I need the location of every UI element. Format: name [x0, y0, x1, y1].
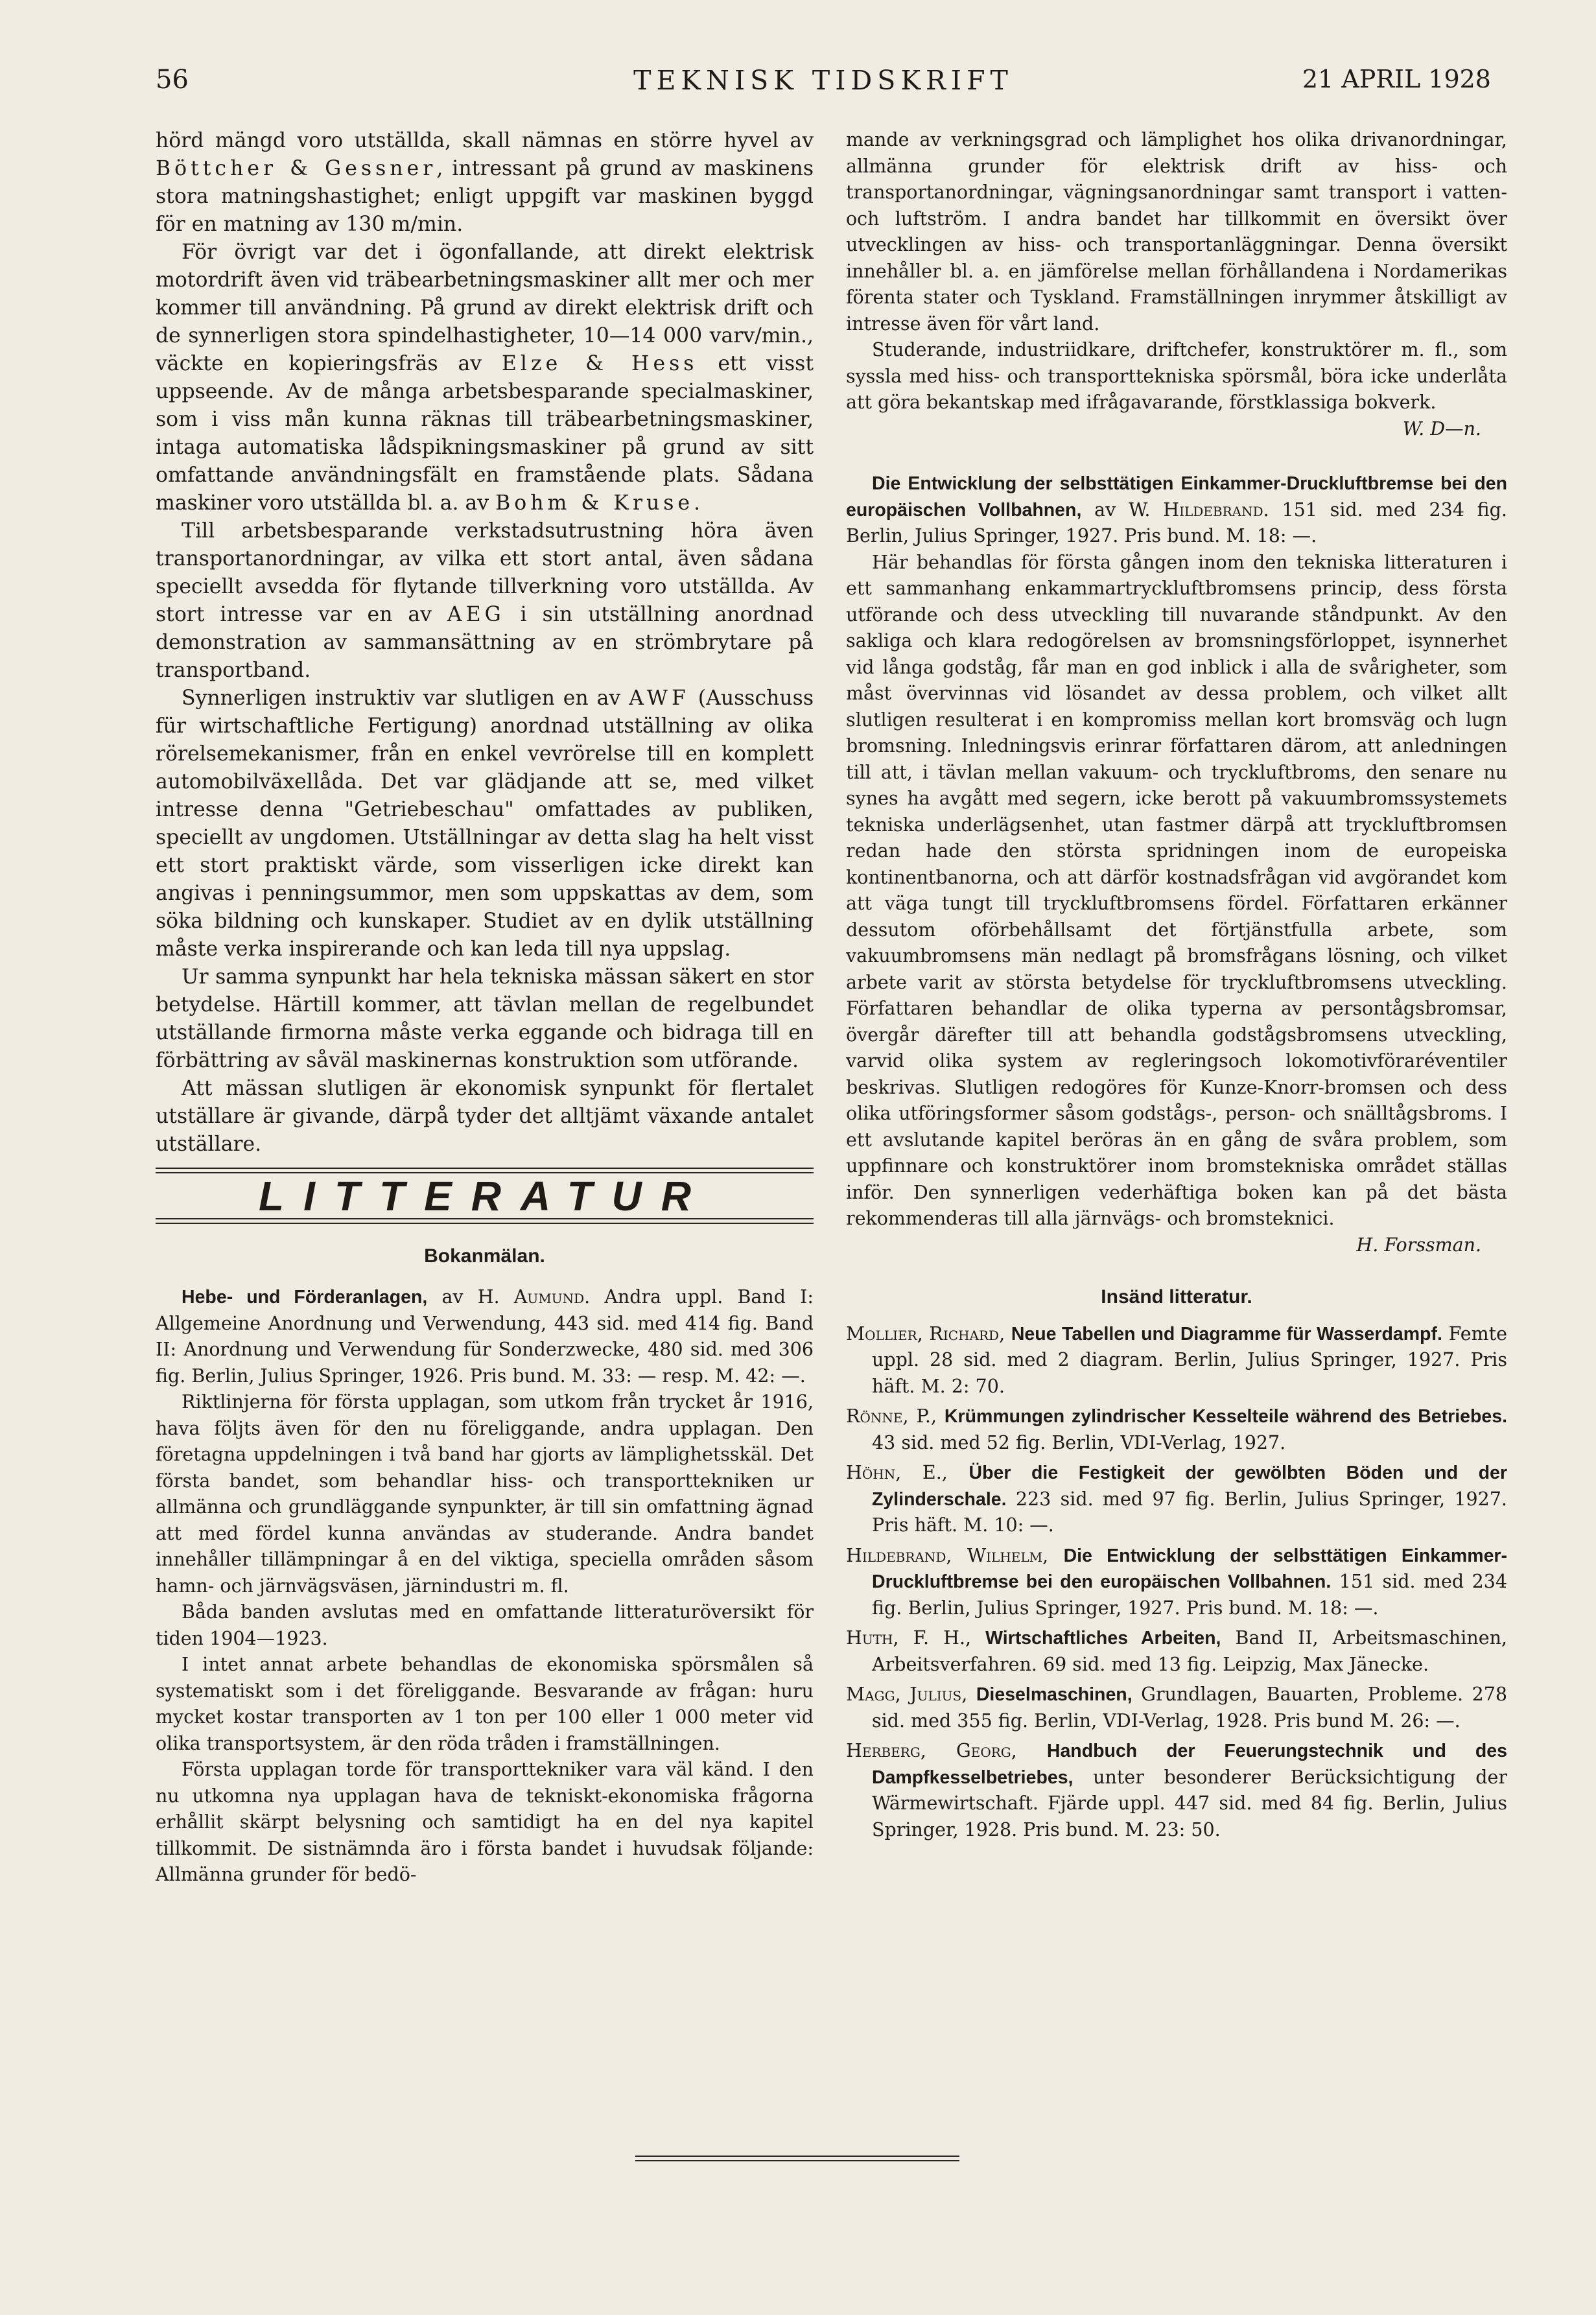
- review-paragraph: Här behandlas för första gången inom den tekniska litteraturen i ett sammanhang enkammartryckluftbromsens princip, dess första utförande och dess utveckling till nuvarande ståndpunkt. Av den sakliga och klara redogörelsen av bromsningsförloppet, isynnerhet vid långa godståg, får man en god inblick i alla de svårigheter, som måst övervinnas vid lösandet av dessa problem, och vilket allt slutligen resulterat i en kompromiss mellan kort bromsväg och lugn bromsning. Inledningsvis erinrar författaren därom, att anledningen till att, i tävlan mellan vakuum- och tryckluftbroms, den senare nu synes ha avgått med segern, icke berott på vakuumbromssystemets tekniska underlägsenhet, utan fastmer därpå att tryckluftbromsen redan hade den största spridningen inom de europeiska kontinentbanorna, och att därför kostnadsfrågan vid avgörandet kom att väga tungt till tryckluftbromsens fördel. Författaren erkänner dessutom oförbehållsamt det förtjänstfulla arbete, som vakuumbromsens män nedlagt på bromsfrågans lösning, och vilket arbete varit av största betydelse för tryckluftbromsens utveckling. Författaren behandlar de olika typerna av persontågsbromsar, övergår därefter till att behandla godstågsbromsens utveckling, varvid olika system av regleringsoch lokomotivföraréventiler beskrivas. Slutligen redogöres för Kunze-Knorr-bromsen och dess olika utföringsformer såsom godstågs-, person- och snälltågsbroms. I ett avslutande kapitel beröras än en gång de svåra problem, som uppfinnare och konstruktörer inom bromstekniska området ställas inför. Den synnerligen vederhäftiga boken kan på det bästa rekommenderas till alla järnvägs- och bromsteknici.: [846, 551, 1507, 1229]
- text-run: .: [694, 491, 701, 515]
- company-name: AWF: [629, 687, 690, 710]
- closing-rule: [635, 2156, 959, 2165]
- date-year: 1928: [1428, 65, 1491, 93]
- entry-title: Die Entwicklung der selbsttätigen Einkammer-Druckluftbremse bei den europäischen Vollbahnen.: [872, 1545, 1508, 1592]
- entry-details: 151 sid. med 234 fig. Berlin, Julius Springer, 1927. Pris bund. M. 18: —.: [872, 1571, 1508, 1619]
- text-run: i sin utställning anordnad demonstration av sammansättning av en strömbrytare på transportband.: [156, 603, 814, 682]
- entry-author: Huth, F. H.,: [846, 1627, 972, 1649]
- literature-entry: [846, 1682, 1507, 1734]
- company-name: Böttcher & Gessner: [156, 157, 437, 180]
- book-title: Hebe- und Förderanlagen,: [182, 1287, 428, 1308]
- review-paragraph: Studerande, industriidkare, driftchefer, konstruktörer m. fl., som syssla med hiss- och transporttekniska spörsmål, böra icke underlåta att göra bekantskap med ifrågavarande, förstklassiga bokverk.: [846, 339, 1507, 413]
- book-review: [156, 1284, 814, 1888]
- section-title: LITTERATUR: [259, 1173, 710, 1219]
- literature-entry: [846, 1460, 1507, 1539]
- article-paragraph: [156, 239, 814, 517]
- review-paragraph: mande av verkningsgrad och lämplighet hos olika drivanordningar, allmänna grunder för elektrisk drift av hiss- och transportanordningar, vägningsanordningar samt transport i vatten- och luftström. I andra bandet har tillkommit en översikt över utvecklingen av hiss- och transportanläggningar. Denna översikt innehåller bl. a. en jämförelse mellan förhållandena i Nordamerikas förenta stater och Tyskland. Framställningen inrymmer åtskilligt av intresse även för vårt land.: [846, 129, 1507, 335]
- date-day: 21: [1302, 65, 1334, 93]
- entry-details: 223 sid. med 97 fig. Berlin, Julius Springer, 1927. Pris häft. M. 10: —.: [872, 1488, 1507, 1536]
- review-citation: [156, 1284, 814, 1389]
- text-run: Till arbetsbesparande verkstadsutrustning höra även transportanordningar, av vilka ett stort antal, även sådana speciellt avsedda för flytande tillverkning voro utställda. Av stort intresse var en av: [156, 519, 814, 626]
- review-paragraph: Båda banden avslutas med en omfattande litteraturöversikt för tiden 1904—1923.: [156, 1601, 814, 1649]
- journal-title: TEKNISK TIDSKRIFT: [633, 65, 1013, 96]
- subheading-received-literature: Insänd litteratur.: [1101, 1286, 1252, 1308]
- company-name: AEG: [447, 603, 505, 626]
- spacer: [846, 442, 1507, 471]
- review-paragraph: Riktlinjerna för första upplagan, som utkom från trycket år 1916, hava följts även för den nu föreliggande, andra upplagan. Den företagna uppdelningen i två band har gjorts av lämplighetsskäl. Det första bandet, som behandlar hiss- och transporttekniken ur allmänna och grundläggande synpunkter, är till sin omfattning ägnad att med fördel kunna användas av studerande. Andra bandet innehåller tillämpningar å en del viktiga, speciella områden såsom hamn- och järnvägsväsen, järnindustri m. fl.: [156, 1391, 814, 1597]
- text-run: För övrigt var det i ögonfallande, att direkt elektrisk motordrift även vid träbearbetningsmaskiner allt mer och mer kommer till användning. På grund av direkt elektrisk drift och de synnerligen stora spindelhastigheter, 10—14 000 varv/min., väckte en kopieringsfräs av: [156, 241, 814, 375]
- text-run: , intressant på grund av maskinens stora matningshastighet; enligt uppgift var maskinen byggd för en matning av 130 m/min.: [156, 157, 814, 236]
- text-run: av W.: [1081, 499, 1164, 521]
- entry-author: Mollier, Richard,: [846, 1322, 1005, 1345]
- text-run: (Ausschuss für wirtschaftliche Fertigung) anordnad utställning av olika rörelsemekanismer, från en enkel vevrörelse till en komplett automobilväxellåda. Det var glädjande att se, med vilket intresse denna "Getriebeschau" omfattades av publiken, speciellt av ungdomen. Utställningar av detta slag ha helt visst ett stort praktiskt värde, som visserligen icke direkt kan angivas i penningsummor, men som uppskattas av dem, som söka bildning och kunskaper. Studiet av en dylik utställning måste verka inspirerande och kan leda till nya uppslag.: [156, 687, 814, 961]
- book-author: Hildebrand: [1163, 499, 1263, 521]
- reviewer-signature: W. D—n.: [1402, 417, 1481, 440]
- text-run: Synnerligen instruktiv var slutligen en av: [182, 687, 629, 710]
- rule-line: [635, 2156, 959, 2157]
- rule-line: [635, 2160, 959, 2161]
- literature-entry: [846, 1625, 1507, 1678]
- review-paragraph: Första upplagan torde för transporttekniker vara väl känd. I den nu utkomna nya upplagan hava de tekniskt-ekonomiska frågorna erhållit skärpt belysning och samtidigt ha en del nya kapitel tillkommit. De sistnämnda äro i första bandet i huvudsak följande: Allmänna grunder för bedö-: [156, 1759, 814, 1885]
- reviewer-signature: H. Forssman.: [1356, 1234, 1481, 1256]
- received-literature-list: [846, 1321, 1507, 1844]
- article-paragraph: Att mässan slutligen är ekonomisk synpunkt för flertalet utställare är givande, därpå tyder det alltjämt växande antalet utställare.: [156, 1077, 814, 1156]
- left-column: [156, 127, 814, 1888]
- entry-details: 43 sid. med 52 fig. Berlin, VDI-Verlag, 1927.: [872, 1431, 1286, 1453]
- article-paragraph: [156, 685, 814, 963]
- entry-title: Wirtschaftliches Arbeiten,: [985, 1628, 1221, 1649]
- subheading-book-review: Bokanmälan.: [424, 1245, 545, 1267]
- literature-entry: [846, 1321, 1507, 1400]
- page-number: 56: [156, 65, 189, 95]
- text-run: ett visst uppseende. Av de många arbetsbesparande specialmaskiner, som i viss mån kunna räknas till träbearbetningsmaskiner, intaga automatiska lådspikningsmaskiner på grund av sitt omfattande användningsfält en framstående plats. Sådana maskiner voro utställda bl. a. av: [156, 352, 814, 515]
- entry-details: Femte uppl. 28 sid. med 2 diagram. Berlin, Julius Springer, 1927. Pris häft. M. 2: 70.: [872, 1322, 1507, 1397]
- company-name: Elze & Hess: [501, 352, 698, 375]
- review-citation: [846, 471, 1507, 550]
- page-header: [156, 65, 1491, 110]
- article-paragraph: [156, 517, 814, 685]
- entry-author: Herberg, Georg,: [846, 1740, 1017, 1761]
- literature-entry: [846, 1738, 1507, 1843]
- company-name: Bohm & Kruse: [495, 491, 694, 515]
- literature-section-header: [156, 1168, 814, 1224]
- book-review: [846, 471, 1507, 1258]
- entry-author: Magg, Julius,: [846, 1684, 968, 1705]
- review-paragraph: I intet annat arbete behandlas de ekonomiska spörsmålen så systematiskt som i det föreliggande. Besvarande av frågan: huru mycket kostar transporten av 1 ton per 100 eller 1 000 meter vid olika transportsystem, är den röda tråden i framställningen.: [156, 1654, 814, 1754]
- entry-details: unter besonderer Berücksichtigung der Wärmewirtschaft. Fjärde uppl. 447 sid. med 84 fig. Berlin, Julius Springer, 1928. Pris bund. M. 23: 50.: [872, 1766, 1507, 1840]
- entry-author: Rönne, P.,: [846, 1405, 937, 1427]
- entry-details: Band II, Arbeitsmaschinen, Arbeitsverfahren. 69 sid. med 13 fig. Leipzig, Max Jänecke.: [872, 1627, 1507, 1675]
- text-run: . 151 sid. med 234 fig. Berlin, Julius Springer, 1927. Pris bund. M. 18: —.: [846, 499, 1507, 546]
- issue-date: [1302, 65, 1491, 93]
- entry-title: Dieselmaschinen,: [976, 1684, 1132, 1705]
- right-column: [846, 127, 1507, 1847]
- literature-entry: [846, 1543, 1507, 1622]
- entry-author: Höhn, E.,: [846, 1462, 948, 1483]
- entry-title: Handbuch der Feuerungstechnik und des Dampfkesselbetriebes,: [872, 1741, 1507, 1788]
- book-title: Die Entwicklung der selbsttätigen Einkammer-Druckluftbremse bei den europäischen Vollbahnen,: [846, 473, 1507, 521]
- article-paragraph: Ur samma synpunkt har hela tekniska mässan säkert en stor betydelse. Härtill kommer, att tävlan mellan de regelbundet utställande firmorna måste verka eggande och bidraga till en förbättring av såväl maskinernas konstruktion som utförande.: [156, 965, 814, 1072]
- text-run: . Andra uppl. Band I: Allgemeine Anordnung und Verwendung, 443 sid. med 414 fig. Band II: Anordnung und Verwendung für Sonderzwecke, 480 sid. med 306 fig. Berlin, Julius Springer, 1926. Pris bund. M. 33: — resp. M. 42: —.: [156, 1286, 814, 1387]
- entry-details: Grundlagen, Bauarten, Probleme. 278 sid. med 355 fig. Berlin, VDI-Verlag, 1928. Pris bund M. 26: —.: [872, 1684, 1507, 1732]
- entry-title: Krümmungen zylindrischer Kesselteile während des Betriebes.: [944, 1406, 1507, 1427]
- text-run: av H.: [427, 1286, 514, 1308]
- book-author: Aumund: [513, 1286, 585, 1308]
- entry-title: Neue Tabellen und Diagramme für Wasserdampf.: [1011, 1323, 1442, 1345]
- text-run: hörd mängd voro utställda, skall nämnas en större hyvel av: [156, 129, 814, 152]
- entry-title: Über die Festigkeit der gewölbten Böden und der Zylinderschale.: [872, 1463, 1507, 1510]
- entry-author: Hildebrand, Wilhelm,: [846, 1544, 1049, 1566]
- date-month: APRIL: [1341, 65, 1421, 93]
- literature-entry: [846, 1404, 1507, 1456]
- article-paragraph: [156, 127, 814, 239]
